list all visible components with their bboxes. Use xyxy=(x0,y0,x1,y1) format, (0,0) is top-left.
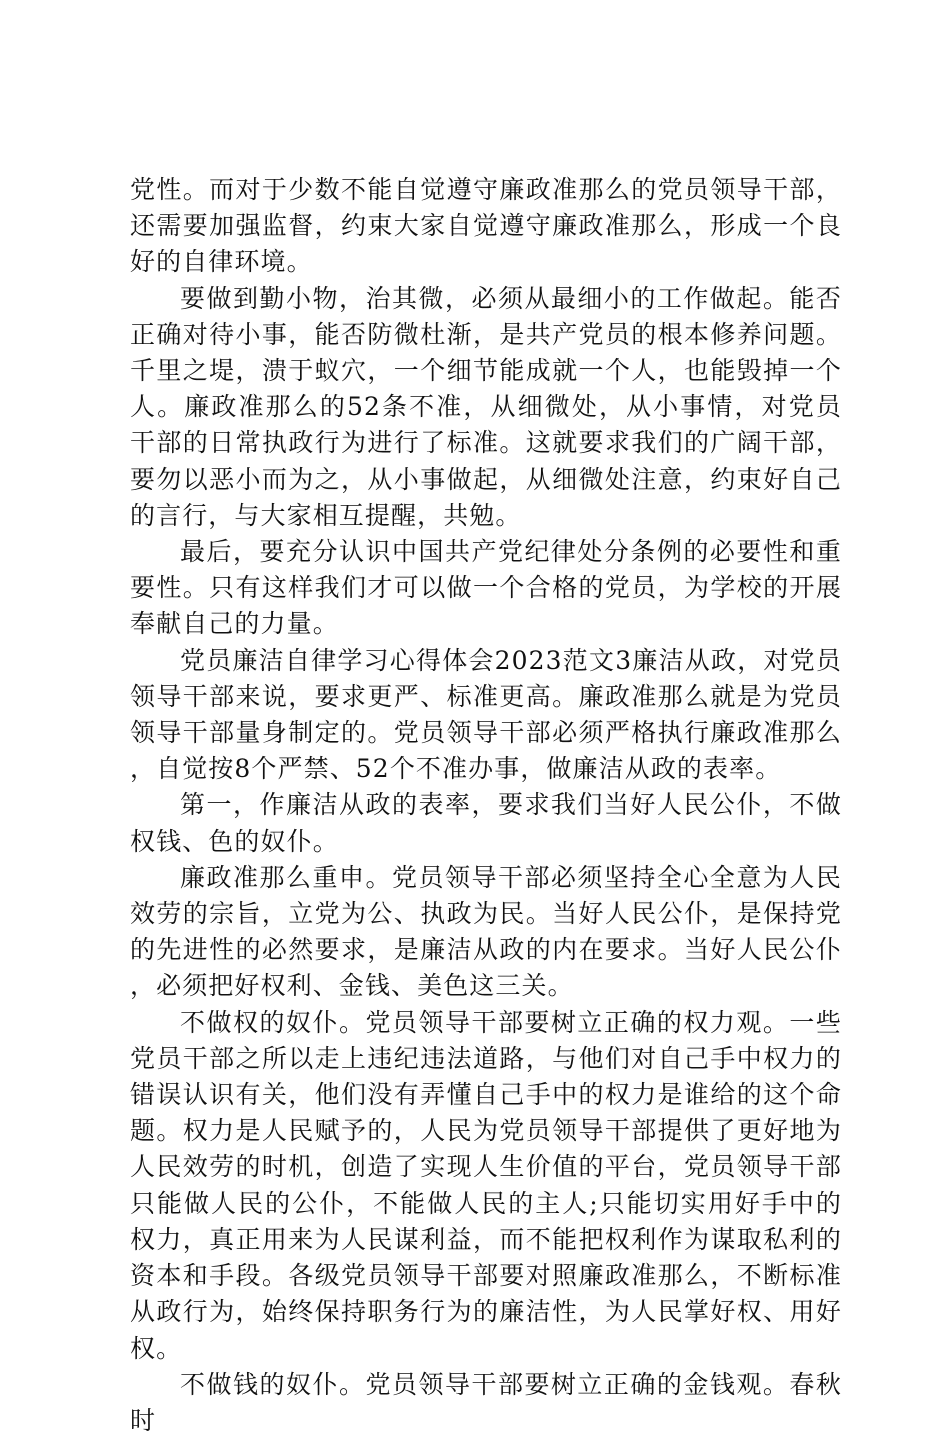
paragraph-conclusion: 最后，要充分认识中国共产党纪律处分条例的必要性和重要性。只有这样我们才可以做一个合格的党员，为学校的开展奉献自己的力量。 xyxy=(130,537,842,639)
paragraph-public-servant: 廉政准那么重申。党员领导干部必须坚持全心全意为人民效劳的宗旨，立党为公、执政为民。当好人民公仆，是保持党的先进性的必然要求，是廉洁从政的内在要求。当好人民公仆，必须把好权利、金钱、美色这三关。 xyxy=(130,862,842,1001)
paragraph-essay-3-intro: 党员廉洁自律学习心得体会2023范文3廉洁从政，对党员领导干部来说，要求更严、标准更高。廉政准那么就是为党员领导干部量身制定的。党员领导干部必须严格执行廉政准那么，自觉按8个严禁、52个不准办事，做廉洁从政的表率。 xyxy=(130,645,842,784)
paragraph-money: 不做钱的奴仆。党员领导干部要树立正确的金钱观。春秋时 xyxy=(130,1369,842,1435)
paragraph-power: 不做权的奴仆。党员领导干部要树立正确的权力观。一些党员干部之所以走上违纪违法道路，与他们对自己手中权力的错误认识有关，他们没有弄懂自己手中的权力是谁给的这个命题。权力是人民赋予的，人民为党员领导干部提供了更好地为人民效劳的时机，创造了实现人生价值的平台，党员领导干部只能做人民的公仆，不能做人民的主人;只能切实用好手中的权力，真正用来为人民谋利益，而不能把权利作为谋取私利的资本和手段。各级党员领导干部要对照廉政准那么，不断标准从政行为，始终保持职务行为的廉洁性，为人民掌好权、用好权。 xyxy=(130,1007,842,1363)
paragraph-continuation: 党性。而对于少数不能自觉遵守廉政准那么的党员领导干部，还需要加强监督，约束大家自觉遵守廉政准那么，形成一个良好的自律环境。 xyxy=(130,175,842,277)
paragraph-first-point: 第一，作廉洁从政的表率，要求我们当好人民公仆，不做权钱、色的奴仆。 xyxy=(130,790,842,856)
document-body xyxy=(130,172,842,1439)
paragraph-small-matters: 要做到勤小物，治其微，必须从最细小的工作做起。能否正确对待小事，能否防微杜渐，是共产党员的根本修养问题。千里之堤，溃于蚁穴，一个细节能成就一个人，也能毁掉一个人。廉政准那么的52条不准，从细微处，从小事情，对党员干部的日常执政行为进行了标准。这就要求我们的广阔干部，要勿以恶小而为之，从小事做起，从细微处注意，约束好自己的言行，与大家相互提醒，共勉。 xyxy=(130,283,842,530)
